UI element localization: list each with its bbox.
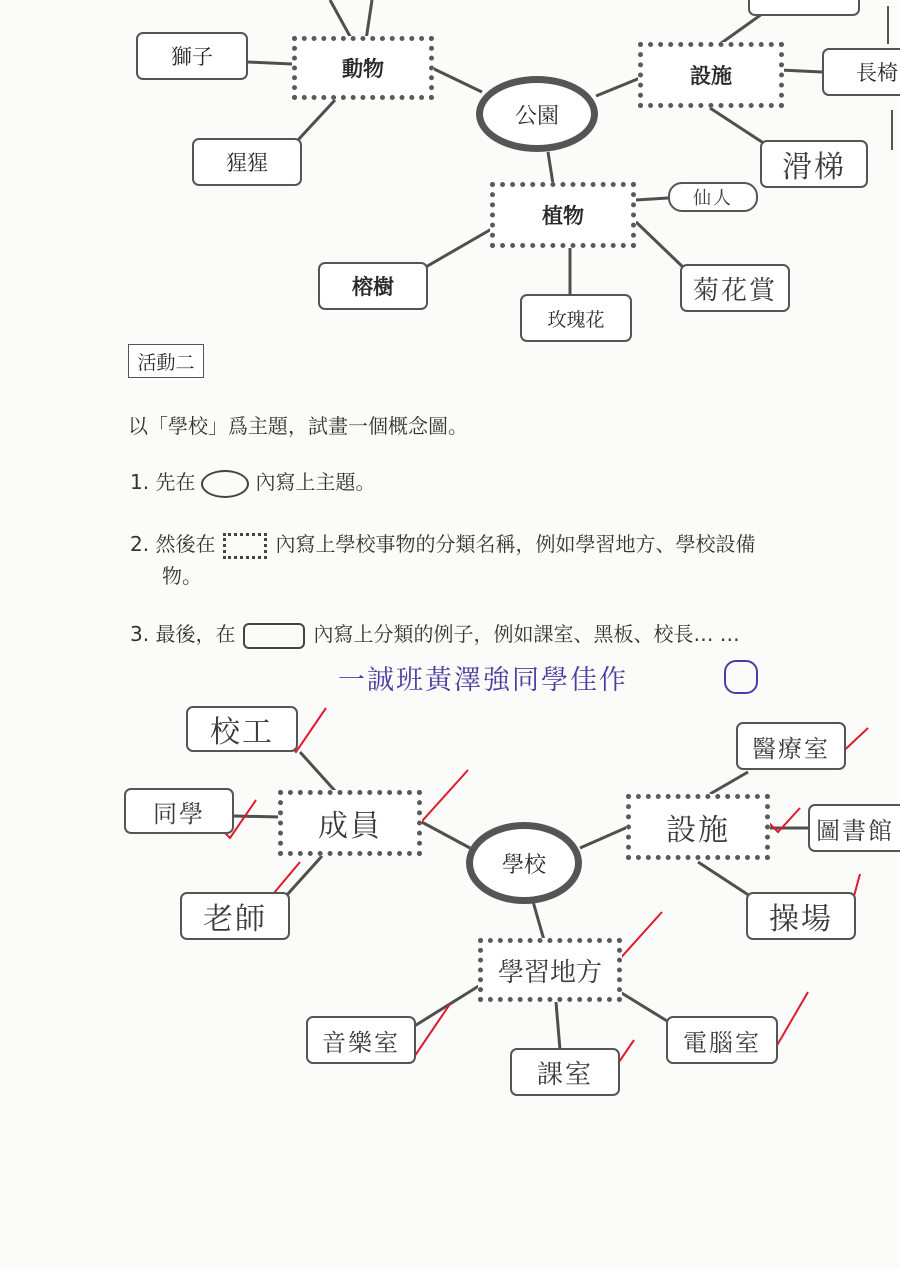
step-2-after: 內寫上學校事物的分類名稱，例如學習地方、學校設備 (275, 532, 756, 556)
top-partial-box (748, 0, 860, 16)
example-computer-room: 電腦室 (666, 1016, 778, 1064)
example-slide: 滑梯 (760, 140, 868, 188)
rounded-box-shape-icon (243, 623, 305, 649)
example-banyan: 榕樹 (318, 262, 428, 310)
example-music-room: 音樂室 (306, 1016, 416, 1064)
example-orangutan: 猩猩 (192, 138, 302, 186)
category-members: 成員 (278, 790, 422, 856)
category-school-facilities: 設施 (626, 794, 770, 860)
example-rose: 玫瑰花 (520, 294, 632, 342)
category-facilities: 設施 (638, 42, 784, 108)
dotted-box-shape-icon (223, 533, 267, 559)
step-1-after: 內寫上主題。 (255, 470, 376, 494)
example-bench: 長椅 (822, 48, 900, 96)
example-lion: 獅子 (136, 32, 248, 80)
example-cactus: 仙人 (668, 182, 758, 212)
example-classmate: 同學 (124, 788, 234, 834)
teacher-note: 一誠班黃澤強同學佳作 (338, 665, 628, 696)
step-3-before: 3. 最後，在 (130, 622, 236, 646)
oval-shape-icon (201, 470, 249, 498)
grade-stamp-icon (724, 660, 758, 694)
example-playground: 操場 (746, 892, 856, 940)
example-janitor: 校工 (186, 706, 298, 752)
category-plants: 植物 (490, 182, 636, 248)
step-2-before: 2. 然後在 (130, 532, 216, 556)
example-teacher: 老師 (180, 892, 290, 940)
step-2-continuation: 物。 (162, 564, 202, 588)
activity-label: 活動二 (128, 344, 204, 378)
example-library: 圖書館 (808, 804, 900, 852)
step-1-before: 1. 先在 (130, 470, 196, 494)
category-learning-places: 學習地方 (478, 938, 622, 1002)
step-2 (130, 528, 755, 559)
step-3 (130, 618, 740, 649)
example-classroom: 課室 (510, 1048, 620, 1096)
step-1 (130, 466, 375, 498)
category-animals: 動物 (292, 36, 434, 100)
example-clinic: 醫療室 (736, 722, 846, 770)
center-park: 公園 (476, 76, 598, 152)
step-3-after: 內寫上分類的例子，例如課室、黑板、校長… … (313, 622, 740, 646)
example-chrysanthemum: 菊花賞 (680, 264, 790, 312)
center-school: 學校 (466, 822, 582, 904)
activity-instruction: 以「學校」爲主題，試畫一個概念圖。 (128, 414, 468, 438)
